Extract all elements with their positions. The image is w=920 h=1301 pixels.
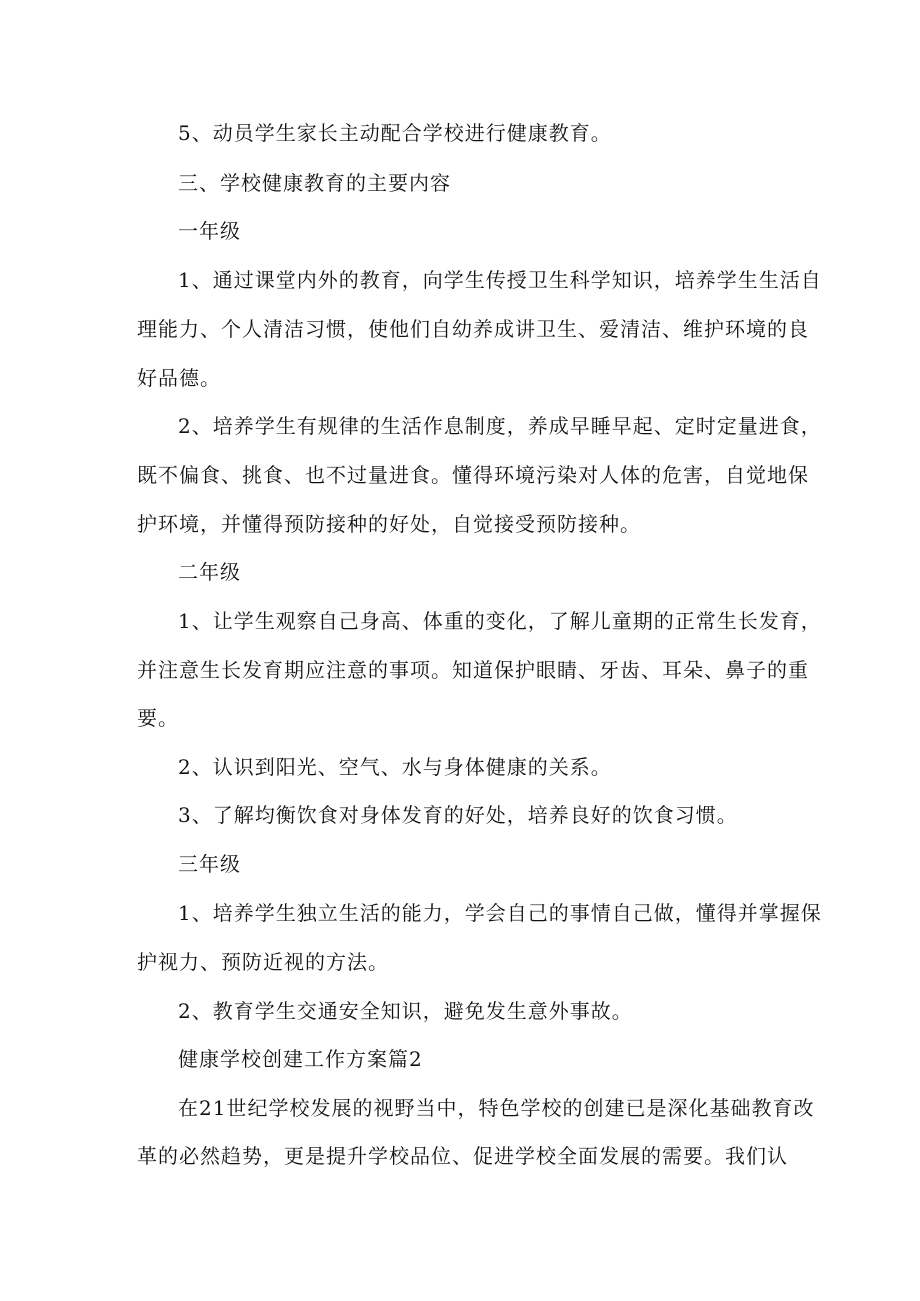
text-line: 好品德。 — [137, 366, 221, 390]
text-line: 革的必然趋势，更是提升学校品位、促进学校全面发展的需要。我们认 — [137, 1144, 788, 1168]
text-line: 5、动员学生家长主动配合学校进行健康教育。 — [178, 121, 612, 145]
text-line: 既不偏食、挑食、也不过量进食。懂得环境污染对人体的危害，自觉地保 — [137, 463, 809, 487]
text-line: 2、培养学生有规律的生活作息制度，养成早睡早起、定时定量进食， — [178, 414, 822, 438]
grade-heading: 一年级 — [178, 219, 241, 243]
article-title: 健康学校创建工作方案篇2 — [178, 1047, 423, 1071]
text-line: 护环境，并懂得预防接种的好处，自觉接受预防接种。 — [137, 512, 641, 536]
grade-heading: 二年级 — [178, 560, 241, 584]
text-line: 并注意生长发育期应注意的事项。知道保护眼睛、牙齿、耳朵、鼻子的重 — [137, 658, 809, 682]
text-line: 理能力、个人清洁习惯，使他们自幼养成讲卫生、爱清洁、维护环境的良 — [137, 317, 809, 341]
text-line: 护视力、预防近视的方法。 — [137, 950, 389, 974]
text-line: 1、让学生观察自己身高、体重的变化，了解儿童期的正常生长发育， — [178, 609, 822, 633]
text-line: 2、认识到阳光、空气、水与身体健康的关系。 — [178, 755, 612, 779]
text-line: 要。 — [137, 706, 179, 730]
text-line: 2、教育学生交通安全知识，避免发生意外事故。 — [178, 999, 633, 1023]
text-line: 在21世纪学校发展的视野当中，特色学校的创建已是深化基础教育改 — [178, 1096, 815, 1120]
text-line: 3、了解均衡饮食对身体发育的好处，培养良好的饮食习惯。 — [178, 803, 738, 827]
grade-heading: 三年级 — [178, 852, 241, 876]
text-line: 1、通过课堂内外的教育，向学生传授卫生科学知识，培养学生生活自 — [178, 268, 822, 292]
text-line: 1、培养学生独立生活的能力，学会自己的事情自己做，懂得并掌握保 — [178, 901, 822, 925]
section-heading: 三、学校健康教育的主要内容 — [178, 171, 451, 195]
